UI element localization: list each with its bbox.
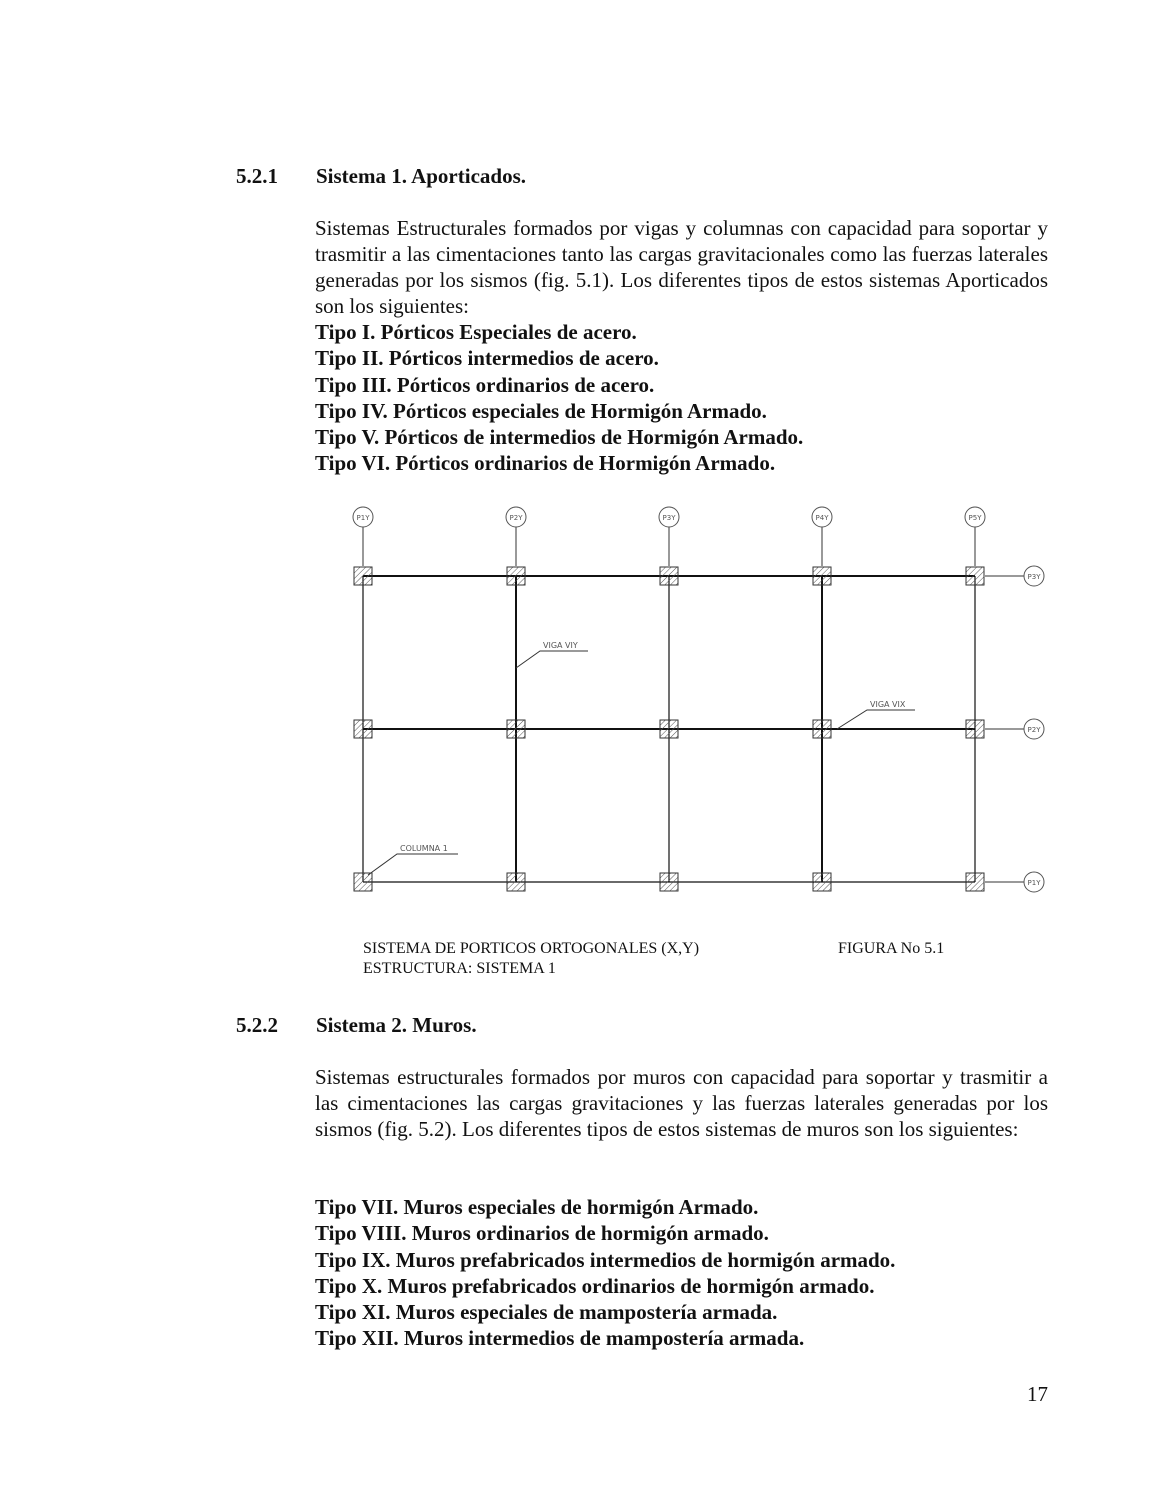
- type-item: Tipo II. Pórticos intermedios de acero.: [315, 346, 659, 371]
- column: [966, 720, 984, 738]
- column: [813, 720, 831, 738]
- type-item: Tipo VII. Muros especiales de hormigón Armado.: [315, 1195, 759, 1219]
- section-title: Sistema 2. Muros.: [316, 1013, 477, 1037]
- figure-number: FIGURA No 5.1: [838, 940, 945, 957]
- grid-label: P4Y: [815, 514, 829, 522]
- column: [354, 720, 372, 738]
- beam-x-leader: [837, 710, 915, 729]
- type-item: Tipo XII. Muros intermedios de mampostería armada.: [315, 1326, 805, 1351]
- figure-caption-line2: ESTRUCTURA: SISTEMA 1: [363, 960, 556, 977]
- column: [966, 873, 984, 891]
- column: [507, 567, 525, 585]
- beam-y-label: VIGA VIY: [543, 641, 578, 650]
- column: [813, 567, 831, 585]
- column: [354, 873, 372, 891]
- grid-label: P5Y: [968, 514, 982, 522]
- column: [813, 873, 831, 891]
- figure-caption-line1: SISTEMA DE PORTICOS ORTOGONALES (X,Y): [363, 940, 700, 957]
- section-title: Sistema 1. Aporticados.: [316, 164, 526, 188]
- beam-y-leader: [516, 651, 588, 668]
- section-paragraph: Sistemas Estructurales formados por vigas y columnas con capacidad para soportar y trasmitir a las cimentaciones tanto las cargas gravitacionales como las fuerzas laterales generadas por los sismos (fig. 5.1). Los diferentes tipos de estos sistemas Aporticados son los siguientes:: [315, 216, 1048, 318]
- type-list: [315, 1194, 1075, 1352]
- section-number: 5.2.1: [236, 164, 278, 188]
- section-paragraph: Sistemas estructurales formados por muros con capacidad para soportar y trasmitir a las cimentaciones las cargas gravitaciones y las fuerzas laterales generadas por los sismos (fig. 5.2). Los diferentes tipos de estos sistemas de muros son los siguientes:: [315, 1065, 1048, 1141]
- type-item: Tipo XI. Muros especiales de mampostería armada.: [315, 1300, 778, 1325]
- frame-plan-figure: [340, 502, 1060, 902]
- type-item: Tipo VIII. Muros ordinarios de hormigón armado.: [315, 1221, 769, 1246]
- column: [660, 720, 678, 738]
- grid-label: P1Y: [356, 514, 370, 522]
- grid-label: P2Y: [1027, 726, 1041, 734]
- column: [507, 873, 525, 891]
- grid-label: P3Y: [662, 514, 676, 522]
- type-list: [315, 319, 1075, 477]
- column: [966, 567, 984, 585]
- grid-label: P3Y: [1027, 573, 1041, 581]
- type-item: Tipo I. Pórticos Especiales de acero.: [315, 320, 637, 344]
- section-number: 5.2.2: [236, 1013, 278, 1037]
- column: [354, 567, 372, 585]
- type-item: Tipo IX. Muros prefabricados intermedios de hormigón armado.: [315, 1247, 896, 1272]
- column: [507, 720, 525, 738]
- column: [660, 873, 678, 891]
- type-item: Tipo VI. Pórticos ordinarios de Hormigón Armado.: [315, 451, 776, 476]
- page-number: 17: [1027, 1382, 1048, 1406]
- column: [660, 567, 678, 585]
- type-item: Tipo III. Pórticos ordinarios de acero.: [315, 372, 655, 397]
- type-item: Tipo V. Pórticos de intermedios de Hormigón Armado.: [315, 425, 804, 450]
- grid-label: P2Y: [509, 514, 523, 522]
- column-leader: [368, 854, 458, 875]
- column-label: COLUMNA 1: [400, 844, 448, 853]
- grid-label: P1Y: [1027, 879, 1041, 887]
- beam-x-label: VIGA VIX: [870, 700, 906, 709]
- type-item: Tipo IV. Pórticos especiales de Hormigón Armado.: [315, 398, 767, 423]
- type-item: Tipo X. Muros prefabricados ordinarios de hormigón armado.: [315, 1273, 875, 1298]
